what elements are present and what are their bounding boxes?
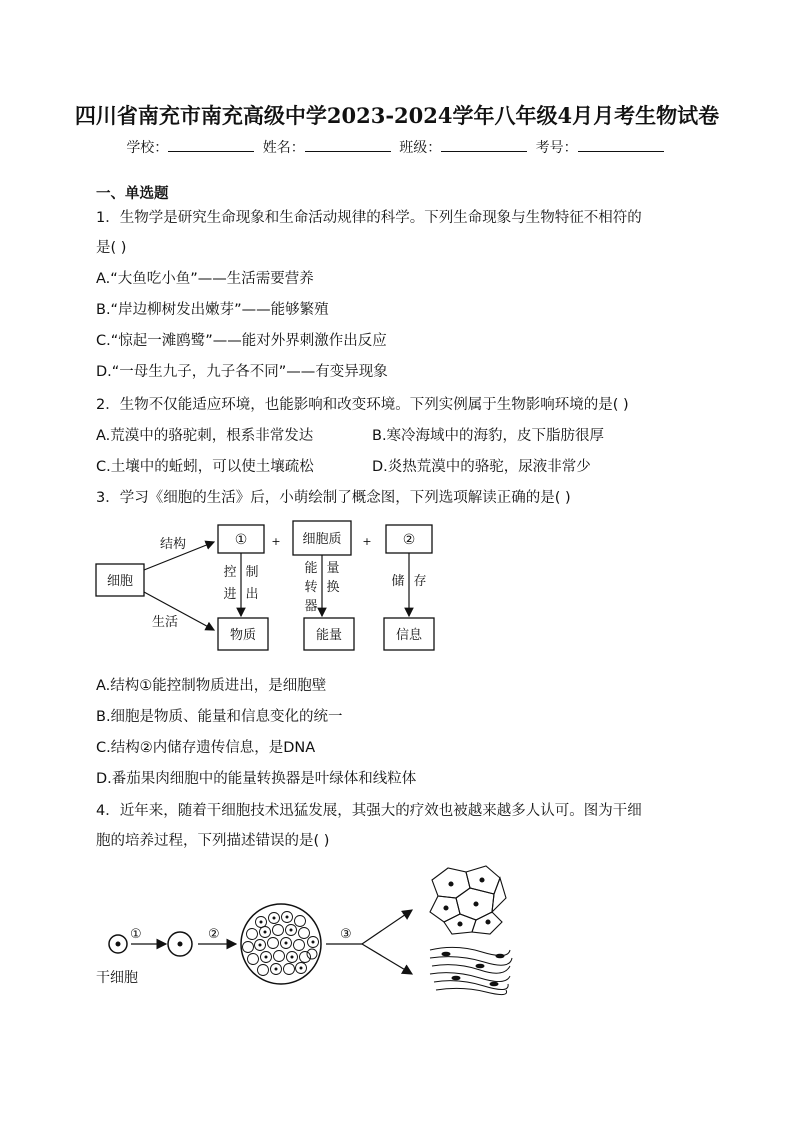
q3-option-b: B.细胞是物质、能量和信息变化的统一 [96,709,343,725]
q2-option-c: C.土壤中的蚯蚓，可以使土壤疏松 [96,459,314,475]
q3-option-d: D.番茄果肉细胞中的能量转换器是叶绿体和线粒体 [96,771,417,787]
control-char-4: 出 [245,587,259,602]
school-blank[interactable] [168,137,254,152]
step-3-arrow-down [362,944,412,974]
q3-option-a: A.结构①能控制物质进出，是细胞壁 [96,678,327,694]
q3-option-c: C.结构②内储存遗传信息，是DNA [96,740,316,756]
cell-concept-diagram [90,512,450,660]
step-2-label: ② [208,927,220,942]
epithelial-tissue-icon [430,866,506,934]
name-blank[interactable] [305,137,391,152]
converter-char-2: 量 [326,561,340,576]
cytoplasm-label: 细胞质 [302,532,342,547]
step-3-label: ③ [340,927,352,942]
control-char-1: 控 [223,565,237,580]
grown-cell-icon [168,932,192,956]
info-label: 信息 [395,628,423,643]
q4-stem-line1: 4．近年来，随着干细胞技术迅猛发展，其强大的疗效也被越来越多人认可。图为干细 [96,803,642,819]
muscle-tissue-icon [430,947,512,994]
q2-option-d: D.炎热荒漠中的骆驼，尿液非常少 [372,459,591,475]
converter-char-4: 换 [326,580,340,595]
student-info-row [0,137,794,157]
q1-option-a: A.“大鱼吃小鱼”——生活需要营养 [96,271,314,287]
q1-option-c: C.“惊起一滩鸥鹭”——能对外界刺激作出反应 [96,333,387,349]
stem-cell-label: 干细胞 [96,970,138,986]
stem-cell-icon [109,935,127,953]
exam-title: 四川省南充市南充高级中学2023-2024学年八年级4月月考生物试卷 [74,103,720,128]
q2-stem: 2．生物不仅能适应环境，也能影响和改变环境。下列实例属于生物影响环境的是( ) [96,397,629,413]
number-label: 考号： [535,140,578,156]
matter-label: 物质 [229,628,257,643]
q1-stem-line1: 1．生物学是研究生命现象和生命活动规律的科学。下列生命现象与生物特征不相符的 [96,210,642,226]
plus-sign-2: + [362,535,372,548]
life-label: 生活 [152,615,179,630]
structure-1-label: ① [234,532,248,548]
class-blank[interactable] [441,137,527,152]
q2-option-a: A.荒漠中的骆驼刺，根系非常发达 [96,428,314,444]
store-char-1: 储 [391,574,405,589]
step-1-label: ① [130,927,142,942]
q1-option-d: D.“一母生九子，九子各不同”——有变异现象 [96,364,388,380]
energy-label: 能量 [315,628,343,643]
converter-char-3: 转 [304,580,318,595]
converter-char-5: 器 [304,599,318,614]
number-blank[interactable] [578,137,664,152]
cell-label: 细胞 [106,574,134,589]
store-char-2: 存 [413,574,427,589]
cell-cluster-icon [241,904,321,984]
class-label: 班级： [399,140,442,156]
converter-char-1: 能 [304,561,318,576]
step-3-arrow-up [362,910,412,944]
q3-stem: 3．学习《细胞的生活》后，小萌绘制了概念图，下列选项解读正确的是( ) [96,490,571,506]
name-label: 姓名： [262,140,305,156]
structure-label: 结构 [160,537,187,552]
structure-2-label: ② [402,532,416,548]
school-label: 学校： [126,140,169,156]
control-char-3: 进 [223,587,237,602]
q1-option-b: B.“岸边柳树发出嫩芽”——能够繁殖 [96,302,329,318]
section-heading: 一、单选题 [96,186,169,202]
q4-stem-line2: 胞的培养过程，下列描述错误的是( ) [96,833,330,849]
q2-option-b: B.寒冷海域中的海豹，皮下脂肪很厚 [372,428,605,444]
control-char-2: 制 [245,565,259,580]
q1-stem-line2: 是( ) [96,240,127,256]
stem-cell-culture-diagram [96,858,526,998]
plus-sign-1: + [271,535,281,548]
